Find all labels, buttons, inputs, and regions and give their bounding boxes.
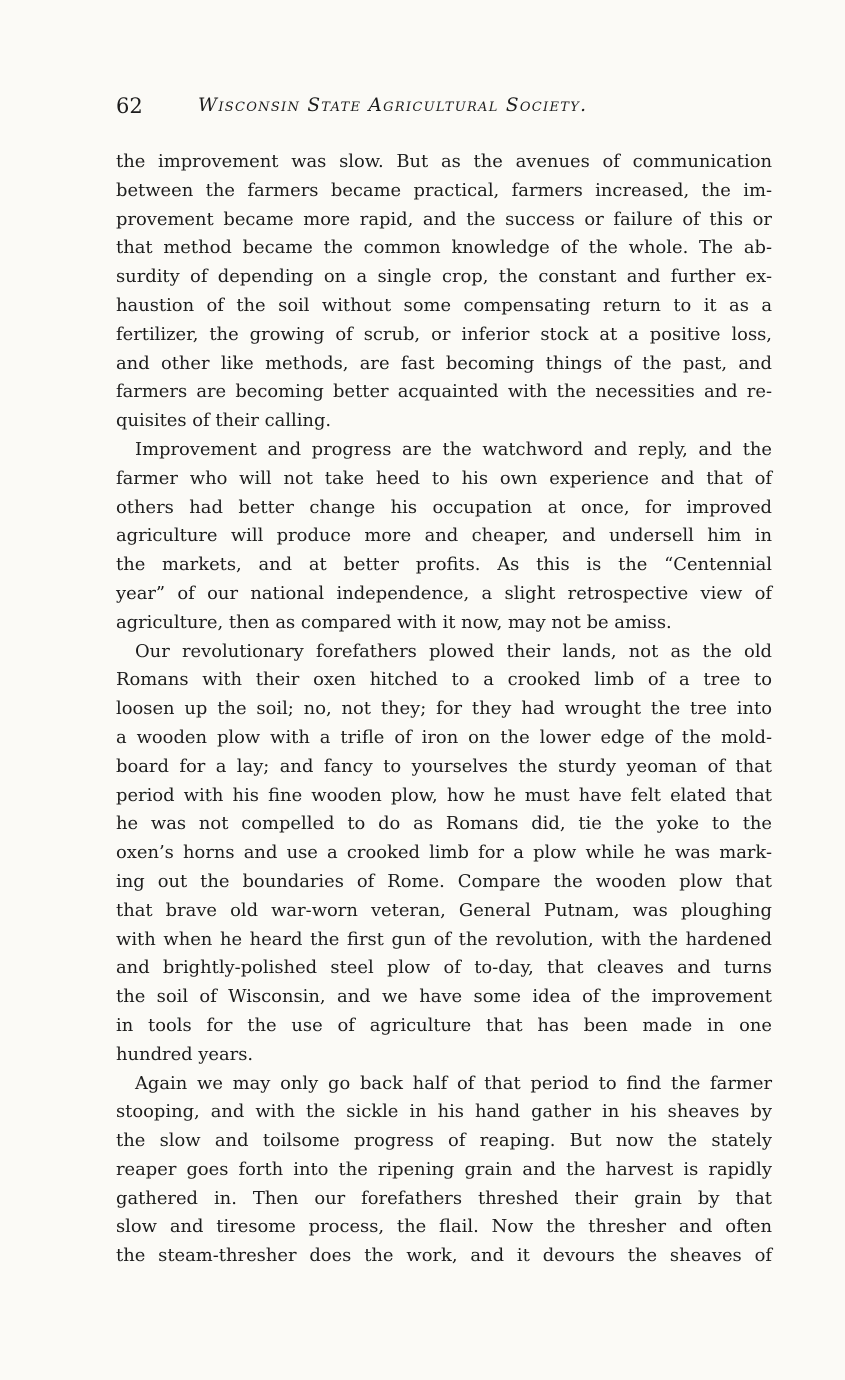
text-line: oxen’s horns and use a crooked limb for a plow while he was mark- (116, 842, 772, 864)
text-line: with when he heard the first gun of the revolution, with the hardened (116, 928, 772, 950)
text-line: farmers are becoming better acquainted with the necessities and re- (116, 381, 772, 403)
text-line: haustion of the soil without some compensating return to it as a (116, 294, 772, 316)
text-line: surdity of depending on a single crop, the constant and further ex- (116, 266, 772, 288)
text-line: that method became the common knowledge of the whole. The ab- (116, 237, 772, 259)
text-line: Again we may only go back half of that period to find the farmer (135, 1072, 772, 1094)
text-line: a wooden plow with a trifle of iron on the lower edge of the mold- (116, 726, 772, 748)
paragraph (116, 1070, 772, 1272)
paragraph (116, 148, 772, 436)
text-line: hundred years. (116, 1043, 254, 1065)
text-line: the markets, and at better profits. As this is the “Centennial (116, 554, 772, 576)
text-line: in tools for the use of agriculture that has been made in one (116, 1014, 772, 1036)
text-line: provement became more rapid, and the success or failure of this or (116, 208, 772, 230)
text-line: stooping, and with the sickle in his hand gather in his sheaves by (116, 1101, 772, 1123)
text-line: agriculture will produce more and cheaper, and undersell him in (116, 525, 772, 547)
text-line: the soil of Wisconsin, and we have some idea of the improvement (116, 986, 772, 1008)
text-line: board for a lay; and fancy to yourselves the sturdy yeoman of that (116, 755, 772, 777)
text-line: the steam-thresher does the work, and it devours the sheaves of (116, 1245, 772, 1267)
text-line: reaper goes forth into the ripening grain and the harvest is rapidly (116, 1158, 772, 1180)
text-line: fertilizer, the growing of scrub, or inferior stock at a positive loss, (116, 323, 772, 345)
text-line: between the farmers became practical, farmers increased, the im- (116, 179, 772, 201)
text-line: Improvement and progress are the watchword and reply, and the (135, 438, 772, 460)
text-line: Our revolutionary forefathers plowed their lands, not as the old (135, 640, 772, 662)
text-line: slow and tiresome process, the flail. Now the thresher and often (116, 1216, 772, 1238)
text-line: farmer who will not take heed to his own experience and that of (116, 467, 772, 489)
text-line: period with his fine wooden plow, how he must have felt elated that (116, 784, 772, 806)
paragraph (116, 638, 772, 1070)
page-number: 62 (116, 94, 143, 118)
text-line: the slow and toilsome progress of reaping. But now the stately (116, 1130, 772, 1152)
text-line: Romans with their oxen hitched to a crooked limb of a tree to (116, 669, 772, 691)
paragraph (116, 436, 772, 638)
text-line: gathered in. Then our forefathers threshed their grain by that (116, 1187, 772, 1209)
text-line: ing out the boundaries of Rome. Compare the wooden plow that (116, 870, 772, 892)
running-title: Wisconsin State Agricultural Society. (198, 95, 588, 116)
text-line: and brightly-polished steel plow of to-day, that cleaves and turns (116, 957, 772, 979)
text-line: year” of our national independence, a slight retrospective view of (116, 582, 772, 604)
text-line: agriculture, then as compared with it now, may not be amiss. (116, 611, 672, 633)
running-head (116, 92, 776, 122)
text-line: loosen up the soil; no, not they; for they had wrought the tree into (116, 698, 772, 720)
text-line: others had better change his occupation at once, for improved (116, 496, 772, 518)
text-line: he was not compelled to do as Romans did, tie the yoke to the (116, 813, 772, 835)
text-line: that brave old war-worn veteran, General Putnam, was ploughing (116, 899, 772, 921)
body-text (116, 148, 772, 1271)
text-line: and other like methods, are fast becoming things of the past, and (116, 352, 772, 374)
text-line: the improvement was slow. But as the avenues of communication (116, 151, 772, 172)
text-line: quisites of their calling. (116, 410, 332, 432)
